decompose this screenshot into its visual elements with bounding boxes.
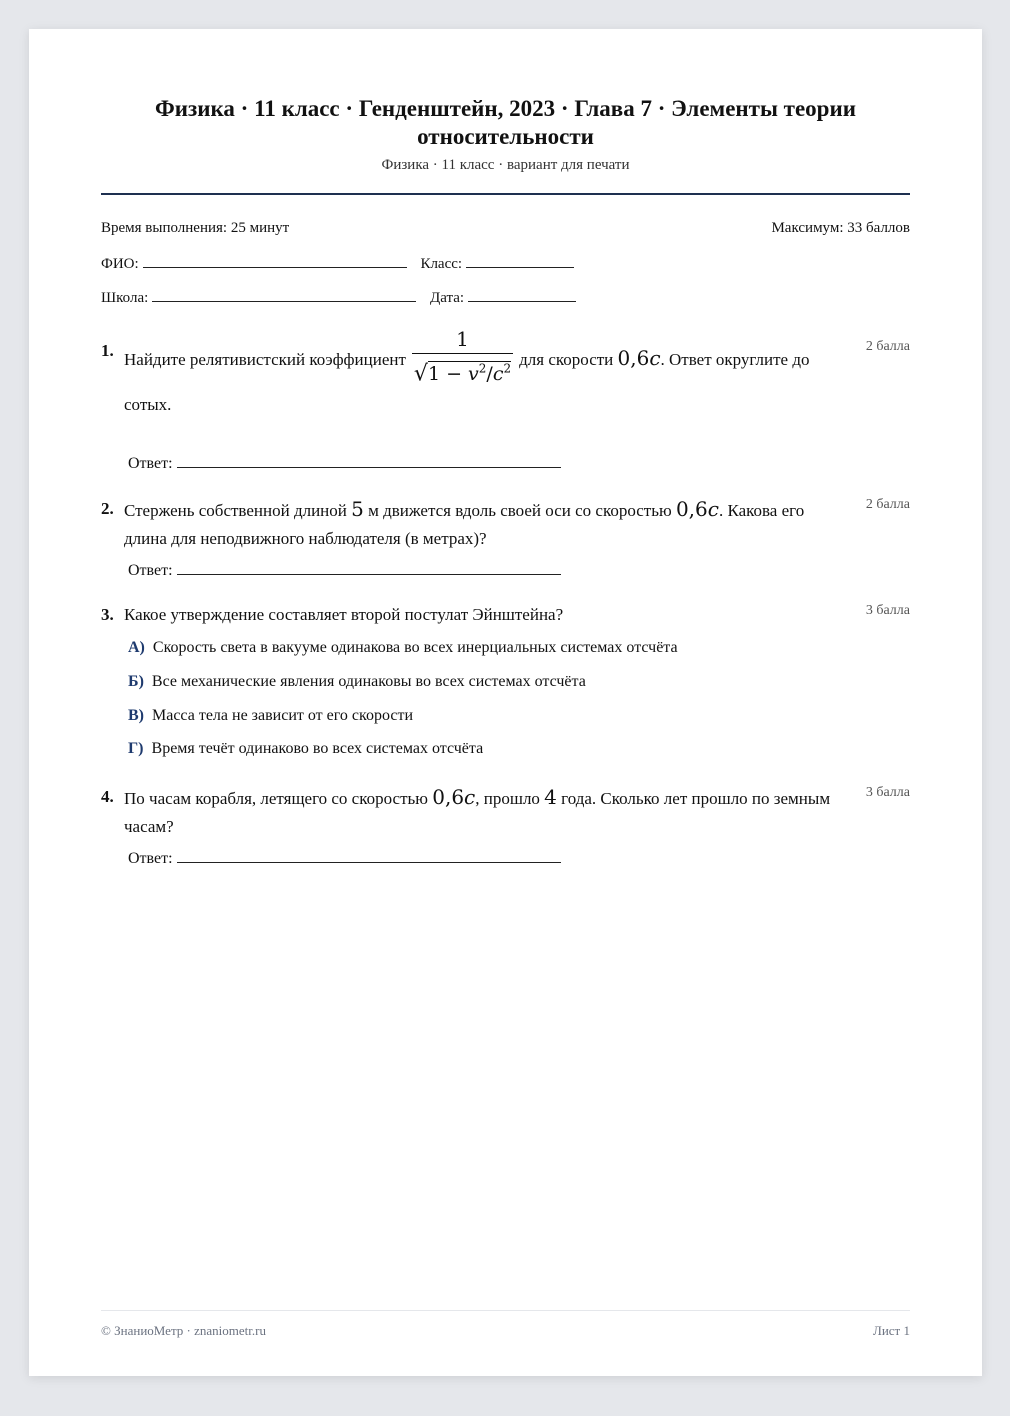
task-points: 2 балла: [865, 497, 910, 512]
fio-label: ФИО:: [101, 256, 139, 272]
option-letter: А): [128, 639, 145, 656]
task-text: По часам корабля, летящего со скоростью 0,6c, прошло 4 года. Сколько лет прошло по земным часам?: [124, 785, 831, 836]
option-text: Время течёт одинаково во всех системах отсчёта: [151, 740, 484, 757]
header-divider: [101, 193, 910, 195]
task-text: Найдите релятивистский коэффициент $\frac{1}{√1 - v^2/c^2}$ для скорости 0,6c. Ответ округлите до сотых.: [124, 327, 810, 415]
task-number: 3.: [101, 605, 114, 624]
page-content: [101, 29, 910, 1376]
answer-input-line[interactable]: [177, 453, 561, 468]
task-text: Какое утверждение составляет второй постулат Эйнштейна?: [124, 605, 564, 624]
max-score: Максимум: 33 баллов: [771, 220, 910, 236]
task-points: 3 балла: [865, 785, 910, 800]
fields-row-1: [101, 253, 574, 273]
task-points: 3 балла: [865, 603, 910, 618]
option-letter: В): [128, 707, 144, 724]
page-footer: [101, 1323, 910, 1339]
option-b[interactable]: [128, 673, 586, 691]
task-number: 2.: [101, 499, 114, 518]
option-c[interactable]: [128, 707, 413, 725]
option-text: Все механические явления одинаковы во всех системах отсчёта: [151, 673, 586, 690]
answer-label: Ответ:: [128, 455, 173, 472]
footer-copyright: © ЗнаниоМетр · znaniometr.ru: [101, 1323, 266, 1338]
page-subtitle: Физика · 11 класс · вариант для печати: [381, 157, 630, 173]
answer-input-line[interactable]: [177, 848, 561, 863]
task-text: Стержень собственной длиной 5 м движется вдоль своей оси со скоростью 0,6c. Какова его длина для неподвижного наблюдателя (в метрах)?: [124, 497, 805, 548]
date-field: [430, 287, 576, 307]
fio-input-line[interactable]: [143, 253, 407, 268]
task-2-answer: [128, 560, 561, 580]
task-4-answer: [128, 848, 561, 868]
class-input-line[interactable]: [466, 253, 574, 268]
task-1: [101, 327, 910, 419]
school-field: [101, 287, 416, 307]
date-label: Дата:: [430, 290, 465, 306]
fio-field: [101, 253, 407, 273]
lorentz-factor-formula: $\frac{1}{√1 - v^2/c^2}$: [413, 327, 512, 387]
task-4: [101, 783, 910, 841]
task-3: [101, 601, 910, 629]
exam-meta: [101, 220, 910, 237]
option-d[interactable]: [128, 740, 483, 758]
task-2: [101, 495, 910, 553]
class-field: [420, 253, 574, 273]
task-number: 4.: [101, 787, 114, 806]
option-text: Скорость света в вакууме одинакова во всех инерциальных системах отсчёта: [152, 639, 678, 656]
class-label: Класс:: [420, 256, 463, 272]
page-title: Физика · 11 класс · Генденштейн, 2023 · Глава 7 · Элементы теории относительности: [155, 96, 856, 149]
option-letter: Г): [128, 740, 144, 757]
fields-row-2: [101, 287, 576, 307]
page-number: Лист 1: [873, 1323, 910, 1338]
date-input-line[interactable]: [468, 287, 576, 302]
worksheet-page: [29, 29, 982, 1376]
task-number: 1.: [101, 341, 114, 360]
answer-label: Ответ:: [128, 850, 173, 867]
time-limit: Время выполнения: 25 минут: [101, 220, 290, 236]
answer-input-line[interactable]: [177, 560, 561, 575]
task-points: 2 балла: [865, 339, 910, 354]
school-label: Школа:: [101, 290, 149, 306]
answer-label: Ответ:: [128, 562, 173, 579]
school-input-line[interactable]: [152, 287, 416, 302]
task-1-answer: [128, 453, 561, 473]
option-letter: Б): [128, 673, 144, 690]
option-text: Масса тела не зависит от его скорости: [152, 707, 414, 724]
footer-divider: [101, 1310, 910, 1311]
option-a[interactable]: [128, 639, 678, 657]
